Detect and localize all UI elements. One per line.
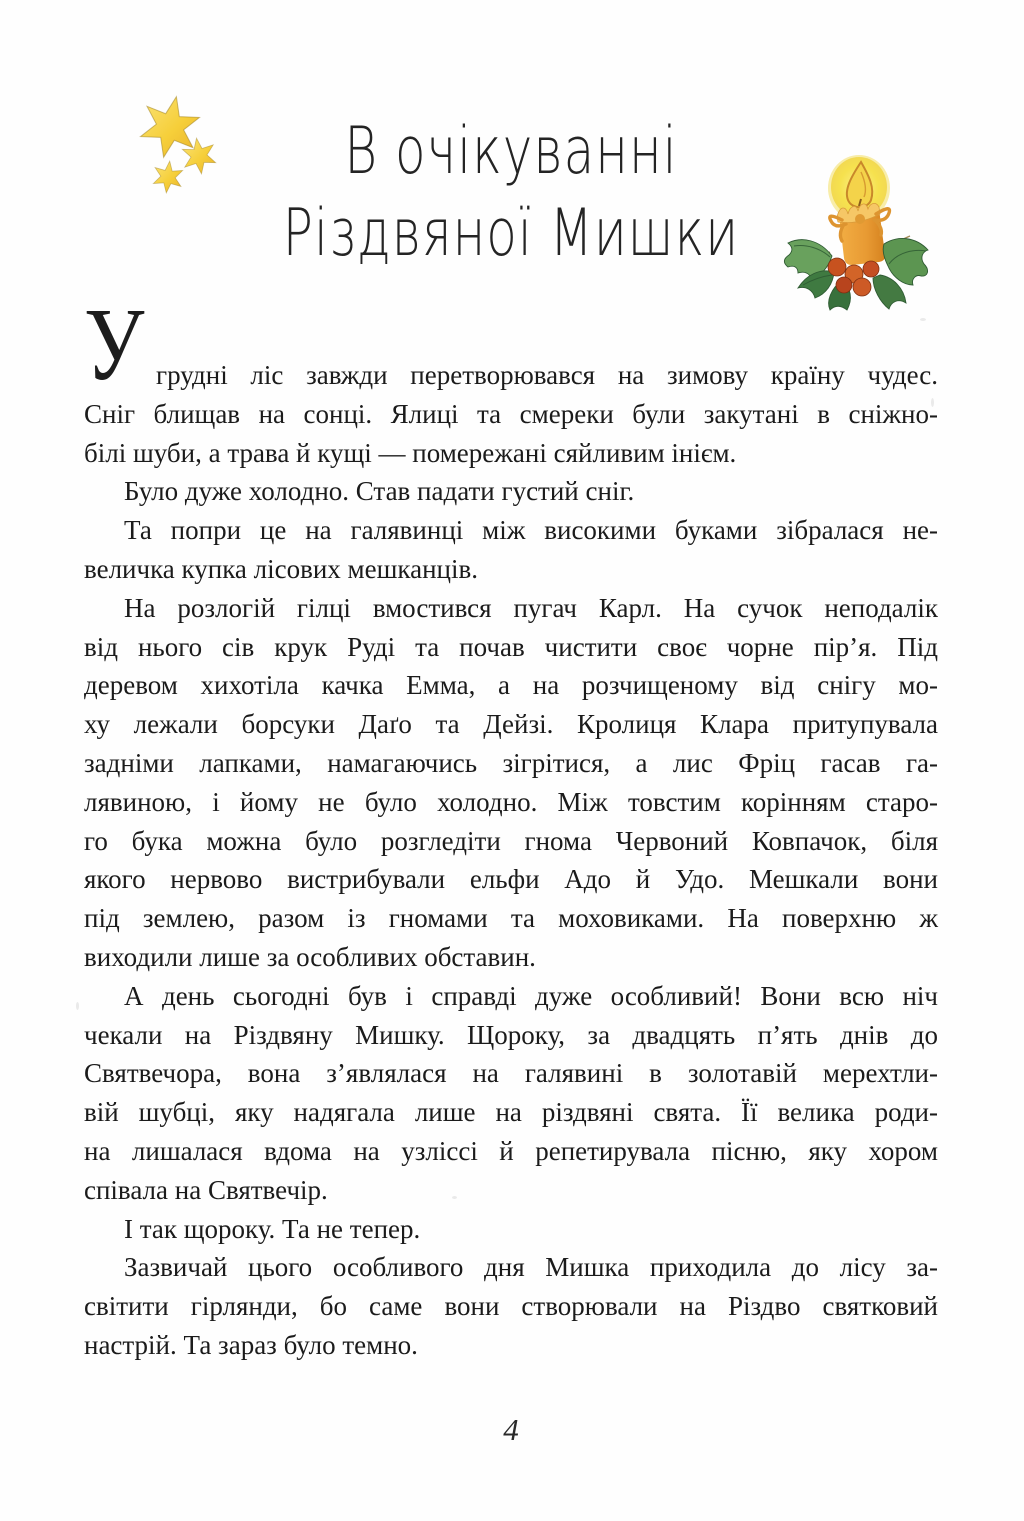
text-line: величка купка лісових мешканців. [84, 553, 479, 584]
text-line: Сніг блищав на сонці. Ялиці та смереки були закутані в сніжно- [84, 398, 938, 429]
chapter-title [84, 110, 938, 274]
text-line: Зазвичай цього особливого дня Мишка приходила до лісу за- [124, 1252, 938, 1283]
text-line: настрій. Та зараз було темно. [84, 1329, 418, 1360]
text-line: виходили лише за особливих обставин. [84, 941, 536, 972]
chapter-title-line-1: В очікуванні [344, 113, 678, 189]
text-line: Святвечора, вона з’являлася на галявині в золотавій мерехтли- [84, 1058, 938, 1089]
text-line: деревом хихотіла качка Емма, а на розчищеному від снігу мо- [84, 670, 938, 701]
text-line: вій шубці, яку надягала лише на різдвяні свята. Її велика роди- [84, 1097, 938, 1128]
text-line: го бука можна було розгледіти гнома Червоний Ковпачок, біля [84, 825, 938, 856]
text-line: світити гірлянди, бо саме вони створювали на Різдво святковий [84, 1291, 938, 1322]
text-line: У грудні ліс завжди перетворювався на зимову країну чудес. [84, 287, 938, 402]
scan-speck [76, 1002, 79, 1010]
text-line: чекали на Різдвяну Мишку. Щороку, за двадцять п’ять днів до [84, 1019, 938, 1050]
body-text [84, 287, 938, 1365]
scan-speck [452, 1196, 457, 1199]
text-line: білі шуби, а трава й кущі — помережані сяйливим інієм. [84, 437, 737, 468]
text-line: на лишалася вдома на узліссі й репетирувала пісню, яку хором [84, 1135, 938, 1166]
drop-cap: У [84, 287, 145, 402]
text-line: якого нервово вистрибували ельфи Адо й Удо. Мешкали вони [84, 864, 938, 895]
text-line: лявиною, і йому не було холодно. Між товстим корінням старо- [84, 786, 938, 817]
chapter-title-line-2: Різдвяної Мишки [282, 195, 740, 271]
text-line: під землею, разом із гномами та моховиками. На поверхню ж [84, 903, 938, 934]
scan-speck [931, 398, 934, 407]
scan-speck [920, 318, 926, 321]
page-number: 4 [503, 1412, 519, 1447]
text-line: І так щороку. Та не тепер. [124, 1213, 421, 1244]
text-line: На розлогій гілці вмостився пугач Карл. На сучок неподалік [124, 592, 938, 623]
text-line: Та попри це на галявинці між високими буками зібралася не- [124, 515, 938, 546]
text-line: ху лежали борсуки Даґо та Дейзі. Кролиця Клара притупувала [84, 709, 938, 740]
text-line: А день сьогодні був і справді дуже особливий! Вони всю ніч [124, 980, 938, 1011]
text-line: від нього сів крук Руді та почав чистити своє чорне пір’я. Під [84, 631, 938, 662]
text-line: Було дуже холодно. Став падати густий сніг. [124, 476, 635, 507]
text-line: задніми лапками, намагаючись зігрітися, а лис Фріц гасав га- [84, 747, 938, 778]
text-line: співала на Святвечір. [84, 1174, 328, 1205]
